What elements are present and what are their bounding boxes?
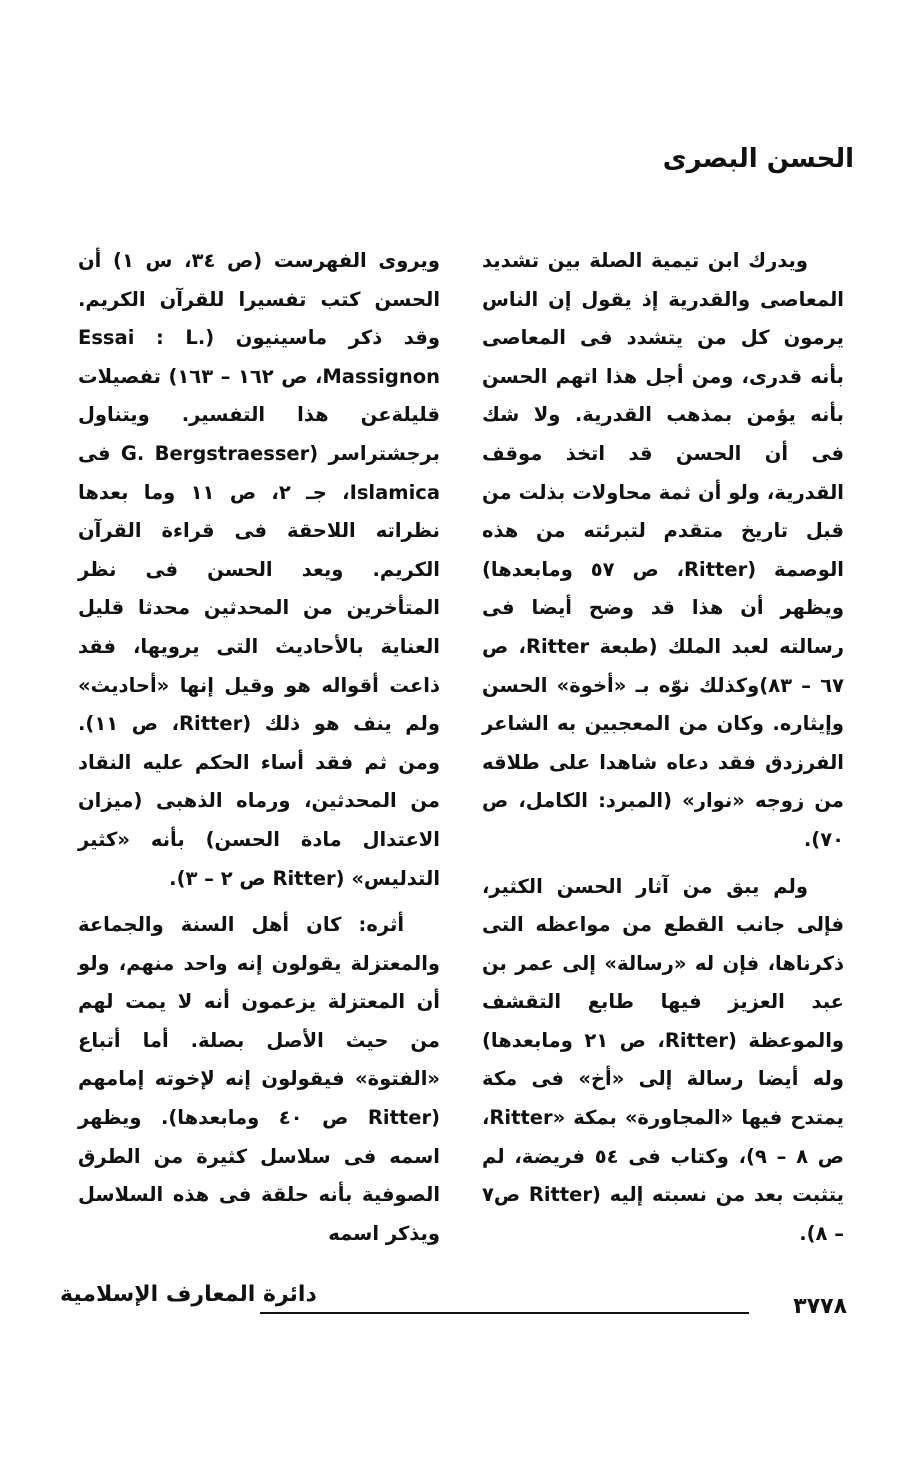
right-paragraph-1: ويدرك ابن تيمية الصلة بين تشديد المعاصى والقدرية إذ يقول إن الناس يرمون كل من يتشدد فى المعاصى بأنه قدرى، ومن أجل هذا اتهم الحسن بأنه يؤمن بمذهب القدرية. ولا شك فى أن الحسن قد اتخذ موقف القدرية، ولو أن ثمة محاولات بذلت من قبل تاريخ متقدم لتبرئته من هذه الوصمة (Ritter، ص ٥٧ ومابعدها) ويظهر أن هذا قد وضح أيضا فى رسالته لعبد الملك (طبعة Ritter، ص ٦٧ – ٨٣)وكذلك نوّه بـ «أخوة» الحسن وإيثاره. وكان من المعجبين به الشاعر الفرزدق فقد دعاه شاهدا على طلاقه من زوجه «نوار» (المبرد: الكامل، ص ٧٠). — [482, 249, 845, 851]
footer-divider — [260, 1312, 749, 1314]
publication-title: دائرة المعارف الإسلامية — [60, 1282, 317, 1307]
left-paragraph-1: ويروى الفهرست (ص ٣٤، س ١) أن الحسن كتب تفسيرا للقرآن الكريم. وقد ذكر ماسينيون (Essai : L. Massignon، ص ١٦٢ – ١٦٣) تفصيلات قليلةعن هذا التفسير. ويتناول برجشتراسر (G. Bergstraesser فى Islamica، جـ ٢، ص ١١ وما بعدها نظراته اللاحقة فى قراءة القرآن الكريم. ويعد الحسن فى نظر المتأخرين من المحدثين محدثا قليل العناية بالأحاديث التى يرويها، فقد ذاعت أقواله هو وقيل إنها «أحاديث» ولم ينف هو ذلك (Ritter، ص ١١). ومن ثم فقد أساء الحكم عليه النقاد من المحدثين، ورماه الذهبى (ميزان الاعتدال مادة الحسن) بأنه «كثير التدليس» (Ritter ص ٢ – ٣). — [78, 249, 440, 890]
page-footer — [60, 1282, 847, 1332]
right-paragraph-2: ولم يبق من آثار الحسن الكثير، فإلى جانب القطع من مواعظه التى ذكرناها، فإن له «رسالة» إلى عمر بن عبد العزيز فيها طابع التقشف والموعظة (Ritter، ص ٢١ ومابعدها) وله أيضا رسالة إلى «أخ» فى مكة يمتدح فيها «المجاورة» بمكة «Ritter، ص ٨ – ٩)، وكتاب فى ٥٤ فريضة، لم يتثبت بعد من نسبته إليه (Ritter ص٧ – ٨). — [482, 874, 844, 1245]
right-column — [482, 242, 844, 1253]
left-paragraph-2: أثره: كان أهل السنة والجماعة والمعتزلة يقولون إنه واحد منهم، ولو أن المعتزلة يزعمون أنه لا يمت لهم من حيث الأصل بصلة. أما أتباع «الفتوة» فيقولون إنه لإخوته إمامهم (Ritter ص ٤٠ ومابعدها). ويظهر اسمه فى سلاسل كثيرة من الطرق الصوفية بأنه حلقة فى هذه السلاسل ويذكر اسمه — [78, 913, 440, 1245]
page-number: ٣٧٧٨ — [793, 1294, 847, 1319]
running-head-title: الحسن البصرى — [662, 144, 854, 174]
left-column — [78, 242, 440, 1253]
